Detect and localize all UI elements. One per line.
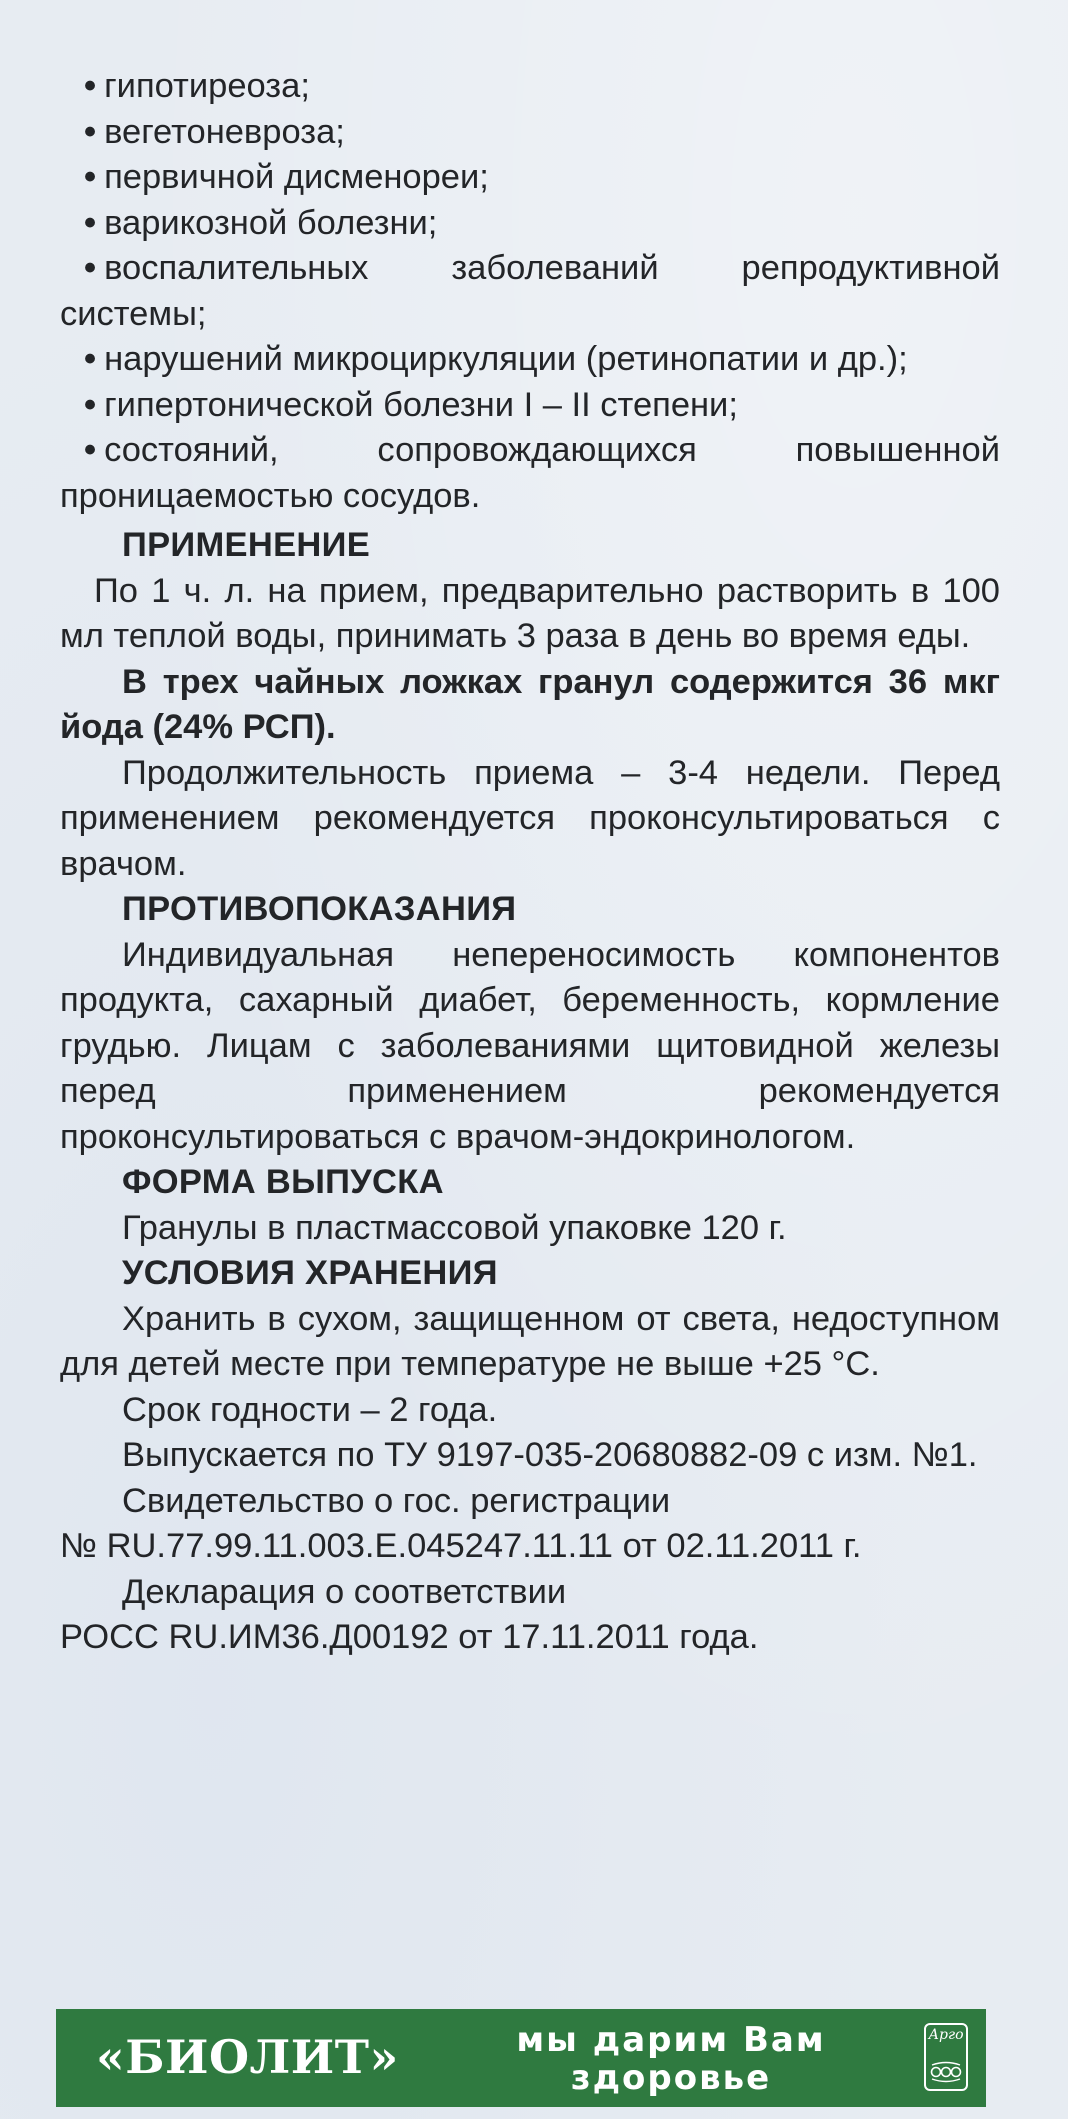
argo-logo [924,2023,968,2091]
list-item [60,201,1000,247]
release-form-heading: ФОРМА ВЫПУСКА [122,1163,444,1201]
usage-duration-paragraph: Продолжительность приема – 3-4 недели. Перед применением рекомендуется проконсультироваться с врачом. [60,753,1000,883]
iodine-content-paragraph: В трех чайных ложках гранул содержится 36 мкг йода (24% РСП). [60,662,1000,746]
list-item-text: воспалительных заболеваний репродуктивной системы; [60,249,1000,333]
bullet: • [84,340,97,378]
slogan [441,2021,901,2097]
leaflet-content [60,64,1000,1661]
list-item-text: состояний, сопровождающихся повышенной проницаемостью сосудов. [60,431,1000,515]
declaration-label: Декларация о соответствии [122,1572,567,1611]
list-item-text: варикозной болезни; [104,203,438,242]
usage-dosage-paragraph: По 1 ч. л. на прием, предварительно растворить в 100 мл теплой воды, принимать 3 раза в день во время еды. [60,571,1000,655]
bullet: • [84,67,97,105]
list-item-text: вегетоневроза; [104,112,345,151]
list-item [60,383,1000,429]
declaration-number: РОСС RU.ИМ36.Д00192 от 17.11.2011 года. [60,1618,759,1656]
bullet: • [84,385,97,424]
slogan-line-1: мы дарим Вам [516,2020,826,2060]
list-item [60,64,1000,110]
bullet: • [84,249,97,287]
storage-paragraph: Хранить в сухом, защищенном от света, недоступном для детей месте при температуре не выше +25 °С. [60,1299,1000,1383]
registration-number: № RU.77.99.11.003.Е.045247.11.11 от 02.11.2011 г. [60,1527,862,1565]
list-item [60,155,1000,201]
list-item-text: гипотиреоза; [104,67,310,105]
argo-logo-icon [930,2061,962,2083]
shelf-life: Срок годности – 2 года. [122,1390,498,1429]
storage-heading: УСЛОВИЯ ХРАНЕНИЯ [122,1254,498,1292]
bullet: • [84,203,97,242]
release-form-paragraph: Гранулы в пластмассовой упаковке 120 г. [122,1208,787,1247]
list-item-text: гипертонической болезни I – II степени; [104,385,738,424]
list-item [60,337,1000,383]
list-item [60,246,1000,337]
list-item [60,428,1000,519]
bullet: • [84,158,97,196]
brand-name: «БИОЛИТ» [96,2030,399,2084]
usage-heading: ПРИМЕНЕНИЕ [122,526,371,564]
brand-banner [56,2009,986,2107]
registration-label: Свидетельство о гос. регистрации [122,1481,671,1520]
list-item [60,110,1000,156]
slogan-line-2: здоровье [570,2058,772,2098]
tu-paragraph: Выпускается по ТУ 9197-035-20680882-09 с изм. №1. [122,1436,978,1474]
bullet: • [84,112,97,151]
list-item-text: нарушений микроциркуляции (ретинопатии и др.); [104,340,908,378]
contraindications-heading: ПРОТИВОПОКАЗАНИЯ [122,890,517,928]
argo-logo-text: Арго [928,2027,964,2043]
list-item-text: первичной дисменореи; [104,158,489,196]
contraindications-paragraph: Индивидуальная непереносимость компонентов продукта, сахарный диабет, беременность, кормление грудью. Лицам с заболеваниями щитовидной железы перед применением рекомендуется проконсультироваться с врачом-эндокринологом. [60,935,1000,1156]
bullet: • [84,431,97,469]
